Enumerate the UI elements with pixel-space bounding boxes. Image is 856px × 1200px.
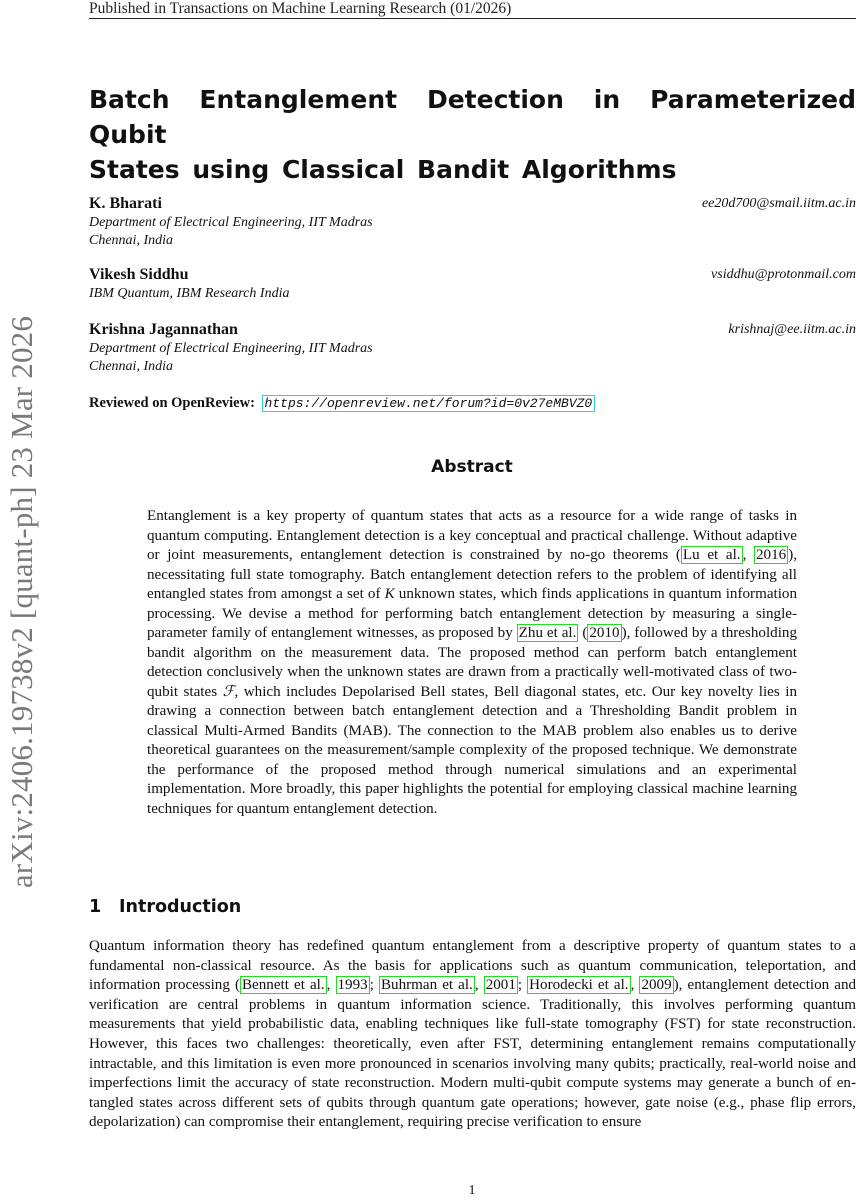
- author-email[interactable]: vsiddhu@protonmail.com: [711, 267, 856, 282]
- author-name: K. Bharati: [89, 195, 162, 212]
- author-location: Chennai, India: [89, 359, 173, 374]
- author-block: [89, 265, 856, 303]
- author-affiliation: Department of Electrical Engineering, IIT Madras: [89, 215, 373, 230]
- citation-link[interactable]: Buhrman et al.: [380, 977, 473, 994]
- openreview-line: [89, 393, 595, 413]
- paper-title: [89, 82, 856, 187]
- citation-year-link[interactable]: 2009: [641, 977, 672, 994]
- citation-year-link[interactable]: 2010: [589, 625, 620, 641]
- arxiv-identifier: arXiv:2406.19738v2 [quant-ph] 23 Mar 2026: [4, 315, 39, 889]
- abstract-body: [147, 507, 797, 819]
- citation-link[interactable]: Zhu et al.: [518, 625, 577, 641]
- citation-year-link[interactable]: 2001: [485, 977, 516, 994]
- section-number: 1: [89, 897, 102, 917]
- author-name: Vikesh Siddhu: [89, 266, 189, 283]
- separator: ;: [369, 977, 379, 994]
- separator: ;: [517, 977, 528, 994]
- title-line-1: Batch Entanglement Detection in Parameterized Qubit: [89, 85, 856, 149]
- author-block: [89, 320, 856, 376]
- abstract-text: ), followed by a thresholding bandit algorithm on the measurement data. The proposed method can perform batch entanglement detection conclusively when the unknown states are drawn from a practically well-motivated class of two-qubit states: [147, 625, 797, 700]
- openreview-label: Reviewed on OpenReview:: [89, 395, 255, 411]
- math-variable: ℱ: [222, 683, 235, 700]
- author-location: Chennai, India: [89, 233, 173, 248]
- introduction-body: [89, 937, 856, 1133]
- separator: ,: [630, 977, 640, 994]
- journal-header: Published in Transactions on Machine Learning Research (01/2026): [89, 0, 856, 19]
- body-text: Quantum information theory has redefined quantum entanglement from a descriptive property of quantum states to a fundamental non-classical resource. As the basis for applications such as quantum communication, teleportation, and information processing (: [89, 938, 856, 994]
- author-email[interactable]: ee20d700@smail.iitm.ac.in: [701, 196, 856, 211]
- separator: ,: [742, 547, 754, 563]
- citation-year-link[interactable]: 1993: [337, 977, 368, 994]
- abstract-heading: Abstract: [431, 457, 513, 477]
- citation-link[interactable]: Horodecki et al.: [529, 977, 629, 994]
- section-title: Introduction: [119, 897, 242, 917]
- abstract-text: Entanglement is a key property of quantum states that acts as a resource for a wide range of tasks in quantum computing. Entanglement detection is a key conceptual and practical challenge. Without adaptive or joint measurements, entanglement detection is constrained by no-go theorems (: [147, 508, 797, 563]
- author-block: [89, 194, 856, 250]
- separator: ,: [326, 977, 336, 994]
- abstract-text: , which includes Depolarised Bell states, Bell diagonal states, etc. Our key novelty lies in drawing a connection between batch entanglement detection and a Thresholding Bandit problem in classical Multi-Armed Bandits (MAB). The connection to the MAB problem also enables us to derive theoretical guarantees on the measurement/sample complexity of the proposed technique. We demonstrate the performance of the proposed method through numerical simulations and an experimental implementation. More broadly, this paper highlights the potential for employing classical machine learning techniques for quantum entanglement detection.: [147, 683, 798, 817]
- openreview-link[interactable]: https://openreview.net/forum?id=0v27eMBVZ0: [262, 395, 596, 412]
- citation-link[interactable]: Lu et al.: [682, 547, 741, 563]
- math-variable: K: [384, 586, 395, 602]
- author-name: Krishna Jagannathan: [89, 321, 238, 338]
- author-affiliation: Department of Electrical Engineering, IIT Madras: [89, 341, 373, 356]
- separator: ,: [474, 977, 484, 994]
- arxiv-side-stamp: [2, 292, 42, 912]
- author-affiliation: IBM Quantum, IBM Research India: [89, 286, 290, 301]
- citation-link[interactable]: Bennett et al.: [241, 977, 325, 994]
- page-number: 1: [468, 1183, 476, 1198]
- author-email[interactable]: krishnaj@ee.iitm.ac.in: [728, 322, 856, 337]
- citation-year-link[interactable]: 2016: [756, 547, 787, 563]
- title-line-2: States using Classical Bandit Algorithms: [89, 155, 677, 184]
- abstract-text: ), necessitating full state tomography. Batch entanglement detection refers to the problem of identifying all entangled states from amongst a set of: [147, 547, 797, 602]
- abstract-text: unknown states, which finds applications in quantum information processing. We devise a method for performing batch entanglement detection by measuring a single-parameter family of entanglement witnesses, as proposed by: [147, 586, 797, 641]
- separator: (: [578, 625, 588, 641]
- body-text: ), entanglement detection and verification are central problems in quantum information science. Traditionally, this involves performing quantum measurements that yield probabilistic data, enabling techniques like full-state tomography (FST) for state reconstruction. However, this faces two challenges: theoretically, even after FST, determining entanglement remains computationally intractable, and this limitation is even more pronounced in scenarios involving many qubits; practically, real-world noise and imperfections limit the accuracy of state reconstruction. Modern multi-qubit compute systems may generate a bunch of entangled states across different sets of qubits through quantum gate operations; however, gate noise (e.g., phase flip errors, depolarization) can compromise their entanglement, requiring precise verification to ensure: [89, 977, 856, 1131]
- section-heading: [89, 897, 241, 917]
